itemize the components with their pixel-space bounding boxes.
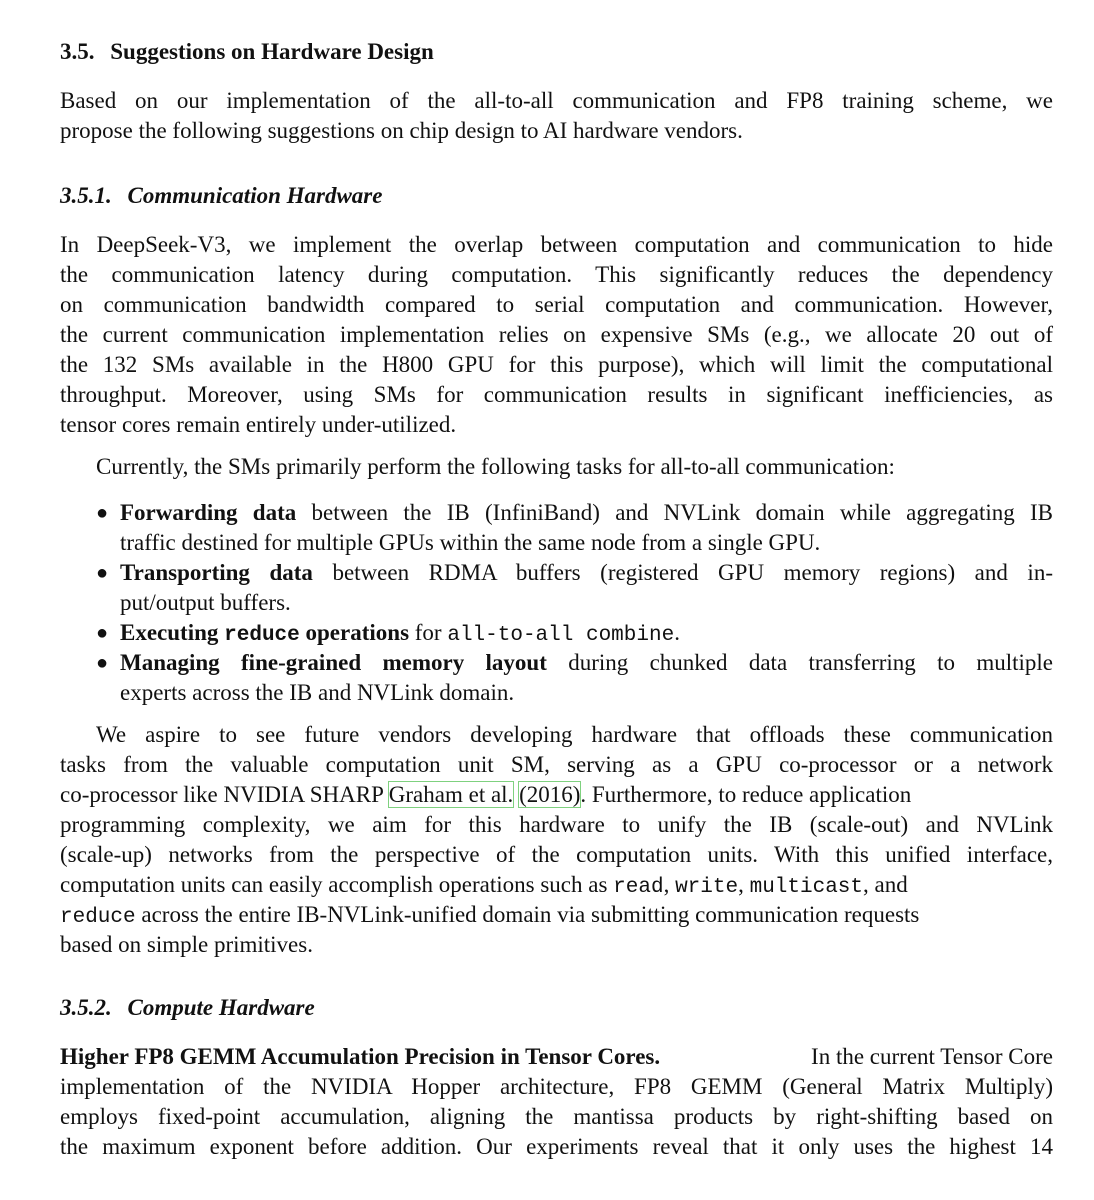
inline-code: reduce xyxy=(60,906,136,929)
text-span: , and xyxy=(863,872,908,897)
section-intro-paragraph xyxy=(60,86,1053,146)
text-line: employs fixed-point accumulation, aligning the mantissa products by right-shifting based on xyxy=(60,1104,1053,1129)
list-item xyxy=(96,648,1053,708)
inline-code: all-to-all combine xyxy=(447,624,675,647)
text-line: In DeepSeek-V3, we implement the overlap between computation and communication to hide xyxy=(60,232,1053,257)
text-line xyxy=(120,618,1053,648)
text-line: Currently, the SMs primarily perform the following tasks for all-to-all communication: xyxy=(96,454,895,479)
citation-link-author[interactable]: Graham et al. xyxy=(388,782,514,807)
text-line xyxy=(60,780,1053,810)
text-line xyxy=(60,900,1053,930)
sm-task-list xyxy=(96,498,1053,708)
list-item-text: during chunked data transferring to multiple xyxy=(546,650,1054,675)
text-line: (scale-up) networks from the perspective of the computation units. With this unified interface, xyxy=(60,842,1053,867)
text-line: throughput. Moreover, using SMs for communication results in significant inefficiencies, as xyxy=(60,382,1053,407)
text-line: on communication bandwidth compared to serial computation and communication. However, xyxy=(60,292,1053,317)
list-item-text: between RDMA buffers (registered GPU memory regions) and in- xyxy=(312,560,1053,585)
list-item xyxy=(96,498,1053,558)
text-line: the maximum exponent before addition. Our experiments reveal that it only uses the highest 14 xyxy=(60,1134,1053,1159)
list-item-lead: Managing fine-grained memory layout xyxy=(120,650,547,675)
inline-code: multicast xyxy=(749,876,864,899)
section-number: 3.5. xyxy=(60,39,95,64)
text-line: propose the following suggestions on chip design to AI hardware vendors. xyxy=(60,118,743,143)
subsection-title: Compute Hardware xyxy=(127,995,315,1020)
text-span: co-processor like NVIDIA SHARP xyxy=(60,782,389,807)
run-in-heading: Higher FP8 GEMM Accumulation Precision in Tensor Cores. xyxy=(60,1044,661,1069)
communication-paragraph-2 xyxy=(96,452,1053,482)
list-item-lead: Transporting data xyxy=(120,560,313,585)
subsection-heading-communication xyxy=(60,181,1053,211)
compute-paragraph xyxy=(60,1042,1053,1162)
lead-text: Executing xyxy=(120,620,225,645)
inline-code: reduce xyxy=(224,624,300,647)
subsection-heading-compute xyxy=(60,993,1053,1023)
text-line xyxy=(120,498,1053,528)
list-item xyxy=(96,558,1053,618)
subsection-title: Communication Hardware xyxy=(127,183,383,208)
text-line: based on simple primitives. xyxy=(60,932,313,957)
text-line xyxy=(60,1042,1053,1072)
bullet-icon: ● xyxy=(96,562,109,584)
citation-link-year[interactable]: (2016) xyxy=(519,782,581,807)
text-line xyxy=(120,648,1053,678)
text-line: tensor cores remain entirely under-utilized. xyxy=(60,412,457,437)
text-line: experts across the IB and NVLink domain. xyxy=(120,680,515,705)
list-item-lead xyxy=(120,620,409,645)
list-item-lead: Forwarding data xyxy=(120,500,297,525)
text-line xyxy=(120,558,1053,588)
text-line: tasks from the valuable computation unit SM, serving as a GPU co-processor or a network xyxy=(60,752,1053,777)
bullet-icon: ● xyxy=(96,502,109,524)
text-span: In the current Tensor Core xyxy=(811,1044,1053,1069)
list-item xyxy=(96,618,1053,648)
text-span: , xyxy=(663,872,676,897)
bullet-icon: ● xyxy=(96,622,109,644)
text-span: , xyxy=(738,872,750,897)
text-span: computation units can easily accomplish operations such as xyxy=(60,872,614,897)
communication-paragraph-3 xyxy=(60,720,1053,960)
text-span: . Furthermore, to reduce application xyxy=(580,782,912,807)
list-item-text: . xyxy=(674,620,680,645)
text-line: put/output buffers. xyxy=(120,590,291,615)
section-title: Suggestions on Hardware Design xyxy=(110,39,434,64)
bullet-icon: ● xyxy=(96,652,109,674)
inline-code: read xyxy=(613,876,664,899)
section-heading xyxy=(60,37,1053,67)
text-line: Based on our implementation of the all-to-all communication and FP8 training scheme, we xyxy=(60,88,1053,113)
text-line xyxy=(60,870,1053,900)
inline-code: write xyxy=(675,876,739,899)
text-line: implementation of the NVIDIA Hopper architecture, FP8 GEMM (General Matrix Multiply) xyxy=(60,1074,1053,1099)
text-line: programming complexity, we aim for this hardware to unify the IB (scale-out) and NVLink xyxy=(60,812,1053,837)
text-line: the current communication implementation relies on expensive SMs (e.g., we allocate 20 out of xyxy=(60,322,1053,347)
text-line: the 132 SMs available in the H800 GPU for this purpose), which will limit the computational xyxy=(60,352,1053,377)
lead-text: operations xyxy=(299,620,410,645)
subsection-number: 3.5.2. xyxy=(60,995,112,1020)
text-line: We aspire to see future vendors developing hardware that offloads these communication xyxy=(96,722,1053,747)
list-item-text: for xyxy=(409,620,448,645)
communication-paragraph-1 xyxy=(60,230,1053,440)
text-line: traffic destined for multiple GPUs within the same node from a single GPU. xyxy=(120,530,821,555)
text-line: the communication latency during computation. This significantly reduces the dependency xyxy=(60,262,1053,287)
list-item-text: between the IB (InfiniBand) and NVLink domain while aggregating IB xyxy=(296,500,1054,525)
subsection-number: 3.5.1. xyxy=(60,183,112,208)
text-span: across the entire IB-NVLink-unified domain via submitting communication requests xyxy=(135,902,920,927)
